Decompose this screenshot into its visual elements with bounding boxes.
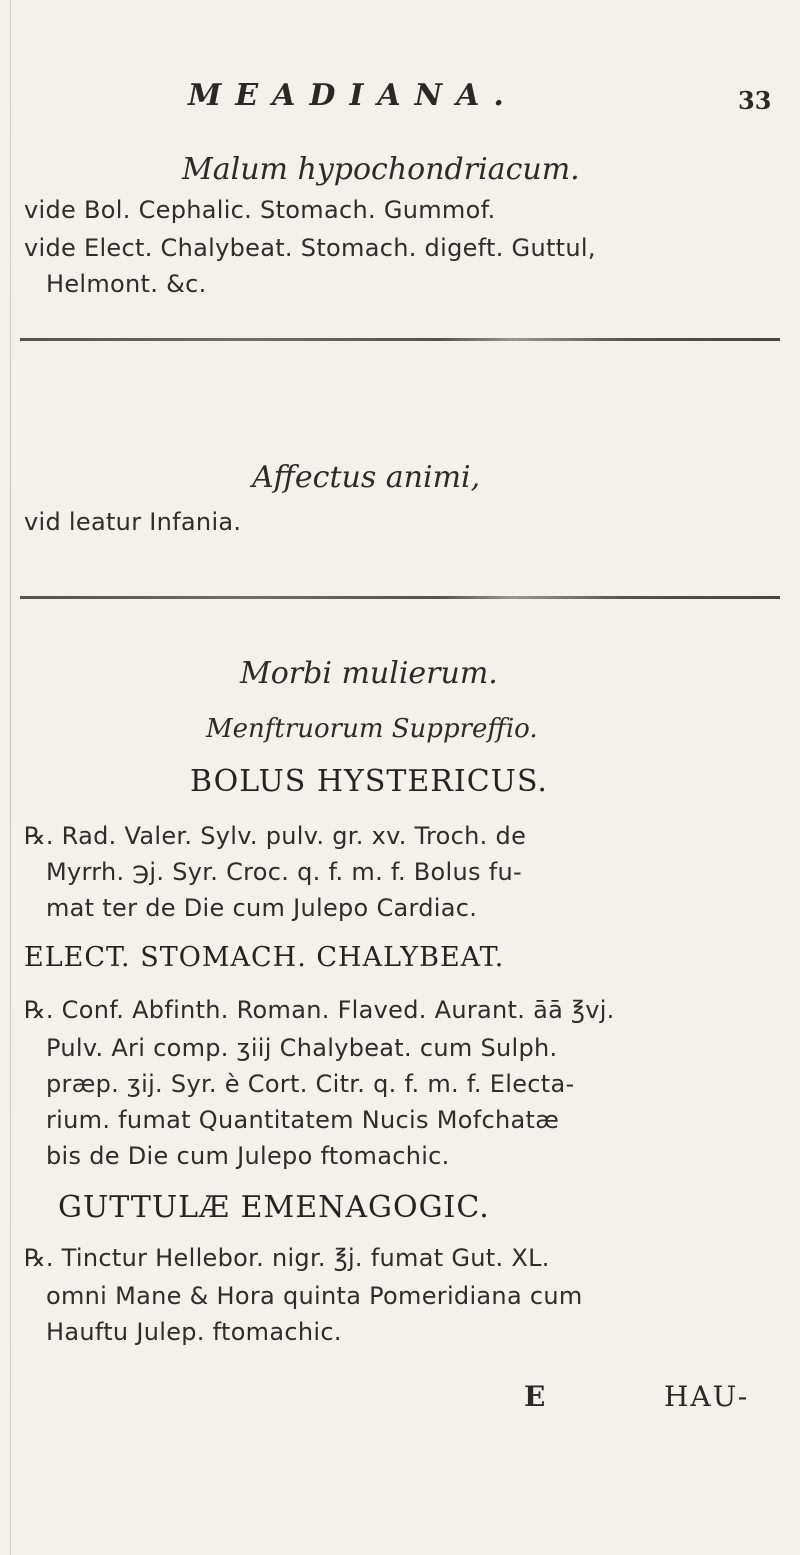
text-line: Hauftu Julep. ftomachic.	[46, 1318, 342, 1346]
subheading-menstruorum: Menftruorum Suppreffio.	[206, 714, 538, 744]
section-divider	[20, 596, 780, 599]
text-line: ℞. Rad. Valer. Sylv. pulv. gr. xv. Troch. de	[24, 822, 527, 850]
text-line: rium. fumat Quantitatem Nucis Mofchatæ	[46, 1106, 560, 1134]
heading-affectus: Affectus animi,	[252, 460, 481, 495]
text-line: bis de Die cum Julepo ftomachic.	[46, 1142, 450, 1170]
recipe-title-guttulae: GUTTULÆ EMENAGOGIC.	[58, 1190, 490, 1225]
text-line: vide Elect. Chalybeat. Stomach. digeft. Guttul,	[24, 234, 596, 262]
text-line: præp. ʒij. Syr. è Cort. Citr. q. f. m. f. Electa-	[46, 1070, 575, 1098]
text-line: ℞. Conf. Abfinth. Roman. Flaved. Aurant. āā ℥vj.	[24, 996, 615, 1024]
text-line: Helmont. &c.	[46, 270, 207, 298]
catchword: HAU-	[664, 1380, 750, 1413]
text-line: Myrrh. ℈j. Syr. Croc. q. f. m. f. Bolus fu-	[46, 858, 522, 886]
page-edge	[10, 0, 11, 1555]
signature-mark: E	[524, 1380, 546, 1413]
heading-malum: Malum hypochondriacum.	[182, 152, 580, 187]
recipe-title-elect: ELECT. STOMACH. CHALYBEAT.	[24, 942, 505, 973]
text-line: mat ter de Die cum Julepo Cardiac.	[46, 894, 478, 922]
text-line: Pulv. Ari comp. ʒiij Chalybeat. cum Sulph.	[46, 1034, 558, 1062]
text-line: omni Mane & Hora quinta Pomeridiana cum	[46, 1282, 583, 1310]
text-line: vid leatur Infania.	[24, 508, 242, 536]
running-head: MEADIANA.	[188, 78, 518, 113]
text-line: ℞. Tinctur Hellebor. nigr. ℥j. fumat Gut. XL.	[24, 1244, 550, 1272]
text-line: vide Bol. Cephalic. Stomach. Gummof.	[24, 196, 496, 224]
heading-morbi: Morbi mulierum.	[240, 656, 498, 691]
section-divider	[20, 338, 780, 341]
page-number: 33	[738, 86, 772, 115]
recipe-title-bolus: BOLUS HYSTERICUS.	[190, 764, 548, 799]
